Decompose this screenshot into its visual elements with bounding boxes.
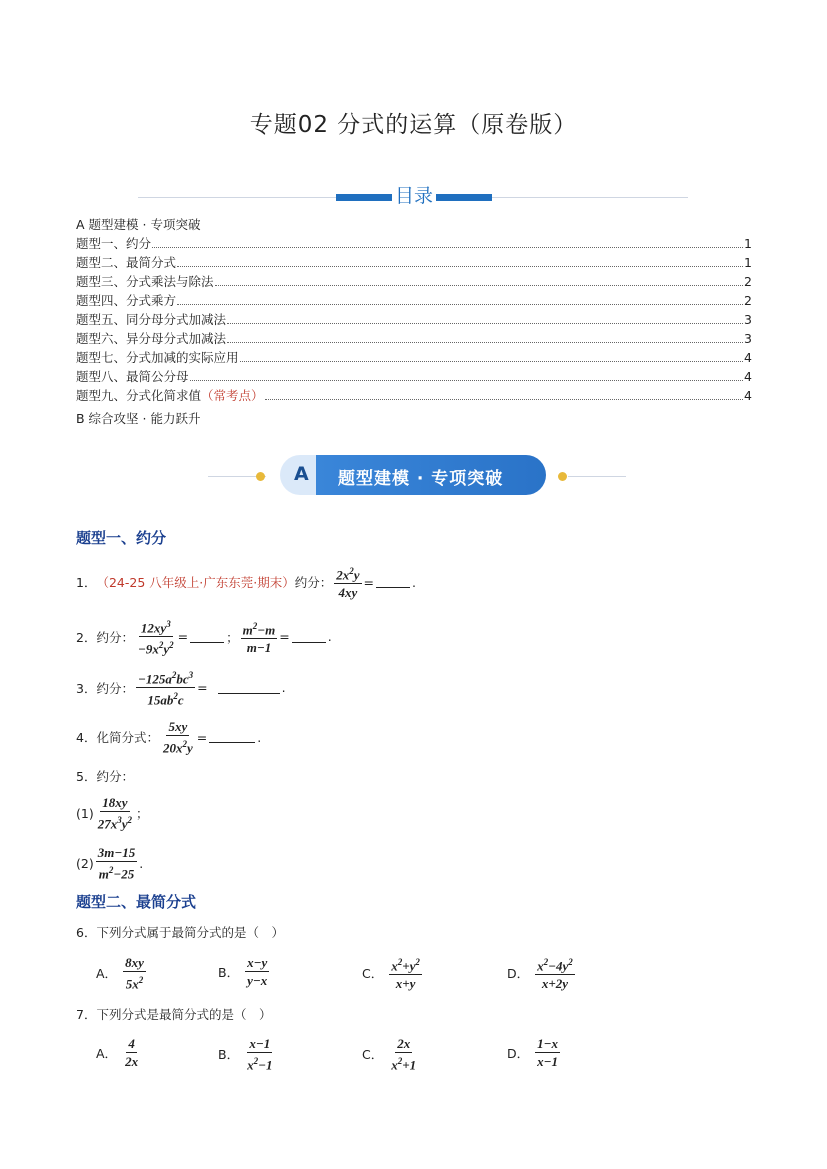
answer-blank[interactable] bbox=[190, 631, 224, 643]
answer-blank[interactable] bbox=[292, 631, 326, 643]
toc-item[interactable]: 题型四、分式乘方 2 bbox=[76, 293, 752, 308]
question-5-part-1: (1) $\frac{18xy}{27x^3y^2}$ ； bbox=[76, 795, 149, 832]
question-2: 2． 约分： $\frac{12xy^3}{-9x^2y^2}$ = ； $\frac{m^2-m}{m-1}$ = . bbox=[76, 619, 332, 657]
option-a[interactable]: A． $\frac{4}{2x}$ bbox=[96, 1036, 139, 1069]
toc-item[interactable]: 题型九、分式化简求值 （常考点） 4 bbox=[76, 388, 752, 403]
banner-text: 题型建模 · 专项突破 bbox=[338, 469, 504, 489]
toc-item[interactable]: 题型二、最简分式 1 bbox=[76, 255, 752, 270]
toc-item[interactable]: 题型七、分式加减的实际应用 4 bbox=[76, 350, 752, 365]
option-a[interactable]: A． $\frac{8xy}{5x^2}$ bbox=[96, 955, 144, 992]
fraction: $\frac{x-1}{x^2-1}$ bbox=[247, 1036, 273, 1073]
banner-dot-right bbox=[558, 472, 567, 481]
toc-item[interactable]: 题型六、异分母分式加减法 3 bbox=[76, 331, 752, 346]
fraction: $\frac{x-y}{y-x}$ bbox=[247, 955, 268, 988]
fraction: $\frac{8xy}{5x^2}$ bbox=[125, 955, 144, 992]
banner-dot-left bbox=[256, 472, 265, 481]
option-d[interactable]: D． $\frac{x^2-4y^2}{x+2y}$ bbox=[507, 957, 573, 992]
question-3: 3． 约分： $\frac{-125a^2bc^3}{15ab^2c}$ = . bbox=[76, 670, 286, 708]
question-5-part-2: (2) $\frac{3m-15}{m^2-25}$ . bbox=[76, 845, 144, 882]
answer-blank[interactable] bbox=[209, 731, 255, 743]
toc-section-a[interactable]: A 题型建模 · 专项突破 bbox=[76, 217, 201, 232]
fraction: $\frac{12xy^3}{-9x^2y^2}$ bbox=[137, 619, 174, 657]
answer-blank[interactable] bbox=[218, 682, 280, 694]
question-4: 4． 化简分式： $\frac{5xy}{20x^2y}$ = . bbox=[76, 719, 262, 756]
fraction: $\frac{3m-15}{m^2-25}$ bbox=[97, 845, 136, 882]
toc-bar-right bbox=[436, 194, 492, 201]
option-d[interactable]: D． $\frac{1-x}{x-1}$ bbox=[507, 1036, 559, 1069]
table-of-contents bbox=[76, 215, 752, 428]
answer-blank[interactable] bbox=[376, 576, 410, 588]
fraction: $\frac{1-x}{x-1}$ bbox=[537, 1036, 559, 1069]
toc-title: 目录 bbox=[392, 182, 436, 210]
fraction: $\frac{m^2-m}{m-1}$ bbox=[242, 620, 276, 655]
section-heading-type1: 题型一、约分 bbox=[76, 529, 167, 547]
question-1: 1． （24-25 八年级上·广东东莞·期末） 约分： $\frac{2x^2y}{4xy}$ = . bbox=[76, 566, 416, 601]
toc-item[interactable]: 题型一、约分 1 bbox=[76, 236, 752, 251]
question-source: （24-25 八年级上·广东东莞·期末） bbox=[96, 575, 295, 591]
banner-letter: A bbox=[294, 463, 309, 485]
toc-item[interactable]: 题型五、同分母分式加减法 3 bbox=[76, 312, 752, 327]
toc-bar-left bbox=[336, 194, 392, 201]
option-c[interactable]: C． $\frac{x^2+y^2}{x+y}$ bbox=[362, 957, 420, 992]
section-heading-type2: 题型二、最简分式 bbox=[76, 893, 197, 911]
fraction: $\frac{4}{2x}$ bbox=[125, 1036, 139, 1069]
fraction: $\frac{x^2+y^2}{x+y}$ bbox=[391, 957, 420, 992]
toc-section-b[interactable]: B 综合攻坚 · 能力跃升 bbox=[76, 411, 201, 426]
question-7: 7． 下列分式是最简分式的是（ ） bbox=[76, 1007, 272, 1022]
toc-header bbox=[138, 182, 688, 212]
question-6: 6． 下列分式属于最简分式的是（ ） bbox=[76, 925, 284, 940]
option-b[interactable]: B． $\frac{x-y}{y-x}$ bbox=[218, 955, 268, 988]
option-b[interactable]: B． $\frac{x-1}{x^2-1}$ bbox=[218, 1036, 273, 1073]
section-banner bbox=[208, 452, 628, 498]
question-5: 5． 约分： bbox=[76, 769, 134, 784]
banner-pill bbox=[280, 455, 546, 495]
page-title: 专题02 分式的运算（原卷版） bbox=[249, 112, 578, 138]
fraction: $\frac{2x}{x^2+1}$ bbox=[391, 1036, 417, 1073]
option-c[interactable]: C． $\frac{2x}{x^2+1}$ bbox=[362, 1036, 417, 1073]
toc-item[interactable]: 题型八、最简公分母 4 bbox=[76, 369, 752, 384]
fraction: $\frac{x^2-4y^2}{x+2y}$ bbox=[537, 957, 573, 992]
fraction: $\frac{-125a^2bc^3}{15ab^2c}$ bbox=[137, 670, 194, 708]
fraction: $\frac{2x^2y}{4xy}$ bbox=[336, 566, 360, 601]
fraction: $\frac{18xy}{27x^3y^2}$ bbox=[97, 795, 132, 832]
toc-note: （常考点） bbox=[201, 388, 264, 403]
toc-item[interactable]: 题型三、分式乘法与除法 2 bbox=[76, 274, 752, 289]
fraction: $\frac{5xy}{20x^2y}$ bbox=[162, 719, 193, 756]
